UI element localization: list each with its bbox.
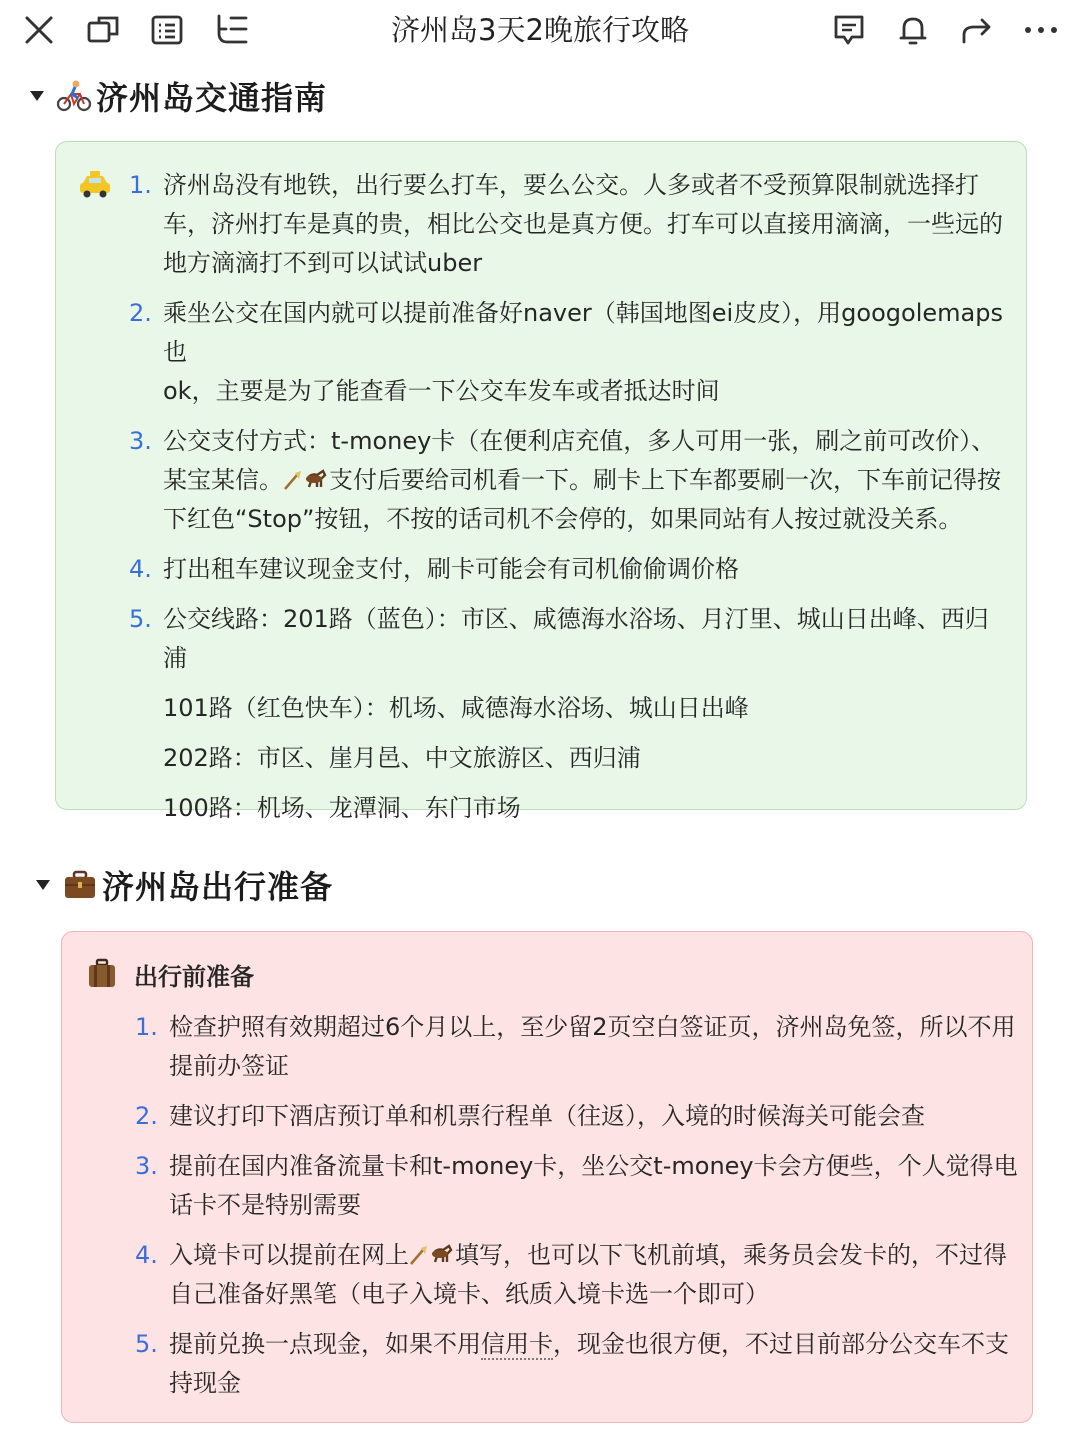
document-title: 济州岛3天2晚旅行攻略 [391, 13, 689, 47]
list-number: 3. [129, 427, 152, 455]
collapse-caret-icon[interactable] [30, 91, 44, 101]
share-icon[interactable] [956, 9, 998, 51]
list-item: 2. 建议打印下酒店预订单和机票行程单（往返），入境的时候海关可能会查 [169, 1097, 1019, 1136]
bus-route-line: 100路：机场、龙潭洞、东门市场 [163, 794, 521, 822]
collapse-caret-icon[interactable] [36, 880, 50, 890]
list-item: 1. 济州岛没有地铁，出行要么打车，要么公交。人多或者不受预算限制就选择打 车，济州打车是真的贵，相比公交也是真方便。打车可以直接用滴滴，一些远的 地方滴滴打不到可以试试uber [163, 166, 1013, 283]
list-item: 5. 提前兑换一点现金，如果不用信用卡，现金也很方便，不过目前部分公交车不支 持现金 [169, 1325, 1019, 1403]
outline-icon[interactable] [210, 9, 252, 51]
bike-icon [54, 76, 94, 116]
broom-horse-icon [409, 1239, 455, 1263]
callout-preparation [61, 931, 1033, 1423]
section-heading-transport[interactable] [30, 70, 327, 122]
list-number: 1. [129, 171, 152, 199]
list-item: 4. 打出租车建议现金支付，刷卡可能会有司机偷偷调价格 [163, 550, 1013, 589]
bus-route-line: 101路（红色快车）：机场、咸德海水浴场、城山日出峰 [163, 694, 749, 722]
list-number: 4. [135, 1241, 158, 1269]
list-item: 1. 检查护照有效期超过6个月以上，至少留2页空白签证页，济州岛免签，所以不用 提前办签证 [169, 1008, 1019, 1086]
list-item: 5. 公交线路：201路（蓝色）：市区、咸德海水浴场、月汀里、城山日出峰、西归 浦 [163, 600, 1013, 678]
list-item-continued [163, 689, 1013, 728]
comment-highlight[interactable]: 信用卡 [481, 1330, 553, 1358]
list-item: 2. 乘坐公交在国内就可以提前准备好naver（韩国地图ei皮皮），用googolemaps也 ok，主要是为了能查看一下公交车发车或者抵达时间 [163, 294, 1013, 411]
briefcase-icon [60, 865, 100, 905]
section-title: 济州岛出行准备 [102, 868, 334, 906]
broom-horse-icon [283, 464, 329, 488]
list-number: 5. [129, 605, 152, 633]
bus-route-line: 202路：市区、崖月邑、中文旅游区、西归浦 [163, 744, 641, 772]
close-icon[interactable] [18, 9, 60, 51]
list-item: 3. 提前在国内准备流量卡和t-money卡，坐公交t-money卡会方便些，个人觉得电 话卡不是特别需要 [169, 1147, 1019, 1225]
list-item: 4. 入境卡可以提前在网上 填写，也可以下飞机前填，乘务员会发卡的，不过得 自己准备好黑笔（电子入境卡、纸质入境卡选一个即可） [169, 1236, 1019, 1314]
callout-heading: 出行前准备 [134, 963, 254, 991]
list-number: 4. [129, 555, 152, 583]
list-number: 1. [135, 1013, 158, 1041]
callout-transport [55, 141, 1027, 822]
more-icon[interactable] [1020, 9, 1062, 51]
window-icon[interactable] [82, 9, 124, 51]
bell-icon[interactable] [892, 9, 934, 51]
section-heading-preparation[interactable] [36, 859, 333, 911]
transport-list [129, 166, 1013, 828]
list-number: 5. [135, 1330, 158, 1358]
list-icon[interactable] [146, 9, 188, 51]
list-number: 2. [135, 1102, 158, 1130]
section-title: 济州岛交通指南 [96, 79, 328, 117]
taxi-icon [78, 170, 112, 204]
preparation-list [135, 1008, 1019, 1403]
top-bar [0, 0, 1080, 60]
list-item-continued [163, 739, 1013, 778]
list-item: 3. 公交支付方式：t-money卡（在便利店充值，多人可用一张，刷之前可改价）、 某宝某信。 支付后要给司机看一下。刷卡上下车都要刷一次，下车前记得按 下红色“Stop”按钮，不按的话司机不会停的，如果同站有人按过就没关系。 [163, 422, 1013, 539]
comment-icon[interactable] [828, 9, 870, 51]
list-item-continued [163, 789, 1013, 828]
suitcase-icon [86, 958, 120, 992]
list-number: 3. [135, 1152, 158, 1180]
list-number: 2. [129, 299, 152, 327]
